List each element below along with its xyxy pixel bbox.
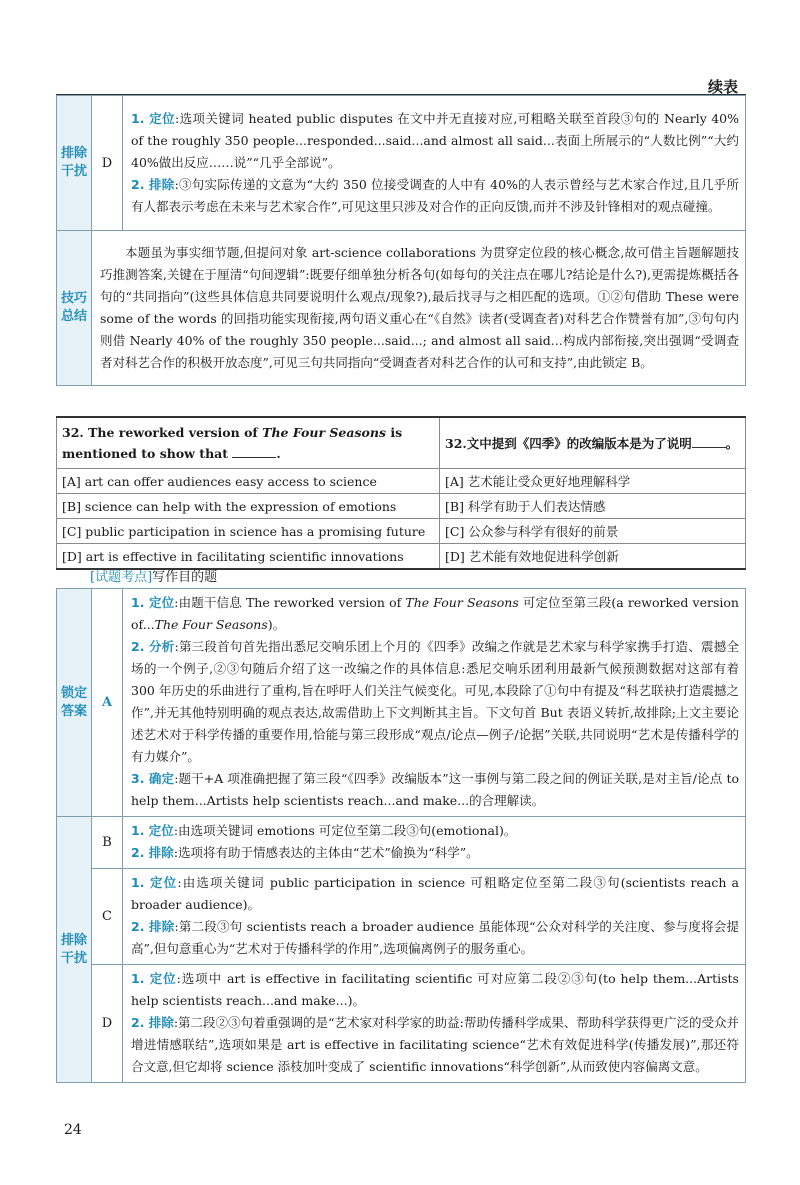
step-text: :由选项关键词 emotions 可定位至第二段③句(emotional)。	[173, 823, 517, 838]
paragraph	[131, 916, 739, 960]
table-row	[57, 231, 746, 386]
row-body	[123, 869, 746, 965]
option-en: [C] public participation in science has a promising future	[57, 519, 440, 544]
paragraph	[131, 842, 739, 864]
row-body	[123, 965, 746, 1083]
table-row	[57, 965, 746, 1083]
table-row	[57, 589, 746, 817]
table-row	[57, 494, 746, 519]
option-zh: [C] 公众参与科学有很好的前景	[440, 519, 746, 544]
question-stem-zh: 32.文中提到《四季》的改编版本是为了说明 。	[440, 417, 746, 469]
option-en: [D] art is effective in facilitating scientific innovations	[57, 544, 440, 570]
option-letter: A	[92, 589, 123, 817]
option-en: [B] science can help with the expression of emotions	[57, 494, 440, 519]
option-letter: D	[92, 96, 123, 231]
table-row	[57, 469, 746, 494]
row-body	[123, 817, 746, 869]
step-tag: 1. 定位	[131, 595, 175, 610]
exam-point	[90, 566, 217, 585]
row-label-exclude: 排除干扰	[57, 96, 92, 231]
row-body	[123, 589, 746, 817]
row-label-lock: 锁定答案	[57, 589, 92, 817]
paragraph	[131, 968, 739, 1012]
table-row	[57, 817, 746, 869]
answer-blank	[232, 457, 276, 458]
exam-point-tag: [试题考点]	[90, 570, 153, 585]
step-text: :第二段③句 scientists reach a broader audience 虽能体现“公众对科学的关注度、参与度将会提高”,但句意重心为“艺术对于传播科学的作用”,选项偏离例子的服务重心。	[131, 919, 739, 956]
row-label-summary: 技巧总结	[57, 231, 92, 386]
step-tag: 1. 定位	[131, 875, 178, 890]
step-text: :第三段首句首先指出悉尼交响乐团上个月的《四季》改编之作就是艺术家与科学家携手打造、震撼全场的一个例子,②③句随后介绍了这一改编之作的具体信息:悉尼交响乐团利用最新气候预测数据对这部有着 300 年历史的乐曲进行了重构,旨在呼吁人们关注气候变化。可见,本段除了①句中有提及“科艺联袂打造震撼之作”,并无其他特别明确的观点表达,故需借助上下文判断其主旨。下文句首 But 表语义转折,故排除;上文主要论述艺术对于科学传播的重要作用,恰能与第三段形成“观点/论点—例子/论据”关联,共同说明“艺术是传播科学的有力媒介”。	[131, 639, 739, 764]
table-row	[57, 96, 746, 231]
step-text: :题干+A 项准确把握了第三段“《四季》改编版本”这一事例与第二段之间的例证关联,是对主旨/论点 to help them...Artists help scientists reach...and make...的合理解读。	[131, 771, 739, 808]
step-tag: 2. 排除	[131, 845, 174, 860]
continued-label: 续表	[707, 78, 738, 96]
step-text: :第二段②③句着重强调的是“艺术家对科学家的助益:帮助传播科学成果、帮助科学获得更广泛的受众并增进情感联结”,选项如果是 art is effective in facilitating science“艺术有效促进科学(传播发展)”,那还符合文意,但它却将 science 添枝加叶变成了 scientific innovations“科学创新”,从而致使内容偏离文意。	[131, 1015, 739, 1074]
paragraph	[131, 1012, 739, 1078]
step-tag: 3. 确定	[131, 771, 175, 786]
table-row	[57, 519, 746, 544]
question-table	[56, 416, 746, 570]
step-tag: 2. 排除	[131, 1015, 174, 1030]
option-en: [A] art can offer audiences easy access to science	[57, 469, 440, 494]
table-row	[57, 869, 746, 965]
step-text: :选项关键词 heated public disputes 在文中并无直接对应,可粗略关联至首段③句的 Nearly 40% of the roughly 350 people...responded...said...and almost all said...表面上所展示的“人数比例”“大约 40%做出反应……说”“几乎全部说”。	[131, 110, 739, 170]
paragraph	[131, 768, 739, 812]
row-body	[123, 96, 746, 231]
paragraph: 1. 定位:由题干信息 The reworked version of The Four Seasons 可定位至第三段(a reworked version of...The Four Seasons)。	[131, 595, 739, 632]
step-tag: 1. 定位	[131, 823, 174, 838]
step-tag: 2. 分析	[131, 639, 175, 654]
answer-blank	[692, 447, 726, 448]
option-zh: [B] 科学有助于人们表达情感	[440, 494, 746, 519]
paragraph	[131, 820, 739, 842]
option-letter: D	[92, 965, 123, 1083]
summary-text: 本题虽为事实细节题,但提问对象 art-science collaborations 为贯穿定位段的核心概念,故可借主旨题解题技巧推测答案,关键在于厘清“句间逻辑”:既要仔细单独分析各句(如每句的关注点在哪儿?结论是什么?),更需提炼概括各句的“共同指向”(这些具体信息共同要说明什么观点/现象?),最后找寻与之相匹配的选项。①②句借助 These were some of the words 的回指功能实现衔接,两句语义重心在“《自然》读者(受调查者)对科艺合作赞誉有加”,③句句内则借 Nearly 40% of the roughly 350 people...said...; and almost all said...构成内部衔接,突出强调“受调查者对科艺合作的积极开放态度”,可见三句共同指向“受调查者对科艺合作的认可和支持”,由此锁定 B。	[92, 231, 746, 386]
step-tag: 1. 定位	[131, 971, 177, 986]
step-tag: 2. 排除	[131, 176, 175, 192]
step-text: :选项中 art is effective in facilitating scientific 可对应第二段②③句(to help them...Artists help scientists reach...and make...)。	[131, 971, 739, 1008]
option-zh: [A] 艺术能让受众更好地理解科学	[440, 469, 746, 494]
table-row	[57, 417, 746, 469]
step-tag: 1. 定位	[131, 110, 175, 126]
step-text: :由选项关键词 public participation in science 可粗略定位至第二段③句(scientists reach a broader audience)。	[131, 875, 739, 912]
analysis-table-continued	[56, 95, 746, 386]
option-zh: [D] 艺术能有效地促进科学创新	[440, 544, 746, 570]
step-tag: 2. 排除	[131, 919, 175, 934]
paragraph	[131, 636, 739, 768]
option-letter: C	[92, 869, 123, 965]
analysis-table	[56, 588, 746, 1083]
question-stem-en: 32. The reworked version of The Four Seasons is mentioned to show that .	[57, 417, 440, 469]
page-number: 24	[64, 1122, 82, 1138]
paragraph	[131, 872, 739, 916]
row-label-exclude: 排除干扰	[57, 817, 92, 1083]
step-text: :选项将有助于情感表达的主体由“艺术”偷换为“科学”。	[173, 845, 479, 860]
step-text: :③句实际传递的文意为“大约 350 位接受调查的人中有 40%的人表示曾经与艺术家合作过,且几乎所有人都表示考虑在未来与艺术家合作”,可见这里只涉及对合作的正向反馈,而并不涉及针锋相对的观点碰撞。	[131, 176, 739, 214]
option-letter: B	[92, 817, 123, 869]
exam-point-text: 写作目的题	[152, 570, 218, 585]
paragraph	[131, 174, 739, 218]
paragraph	[131, 108, 739, 174]
